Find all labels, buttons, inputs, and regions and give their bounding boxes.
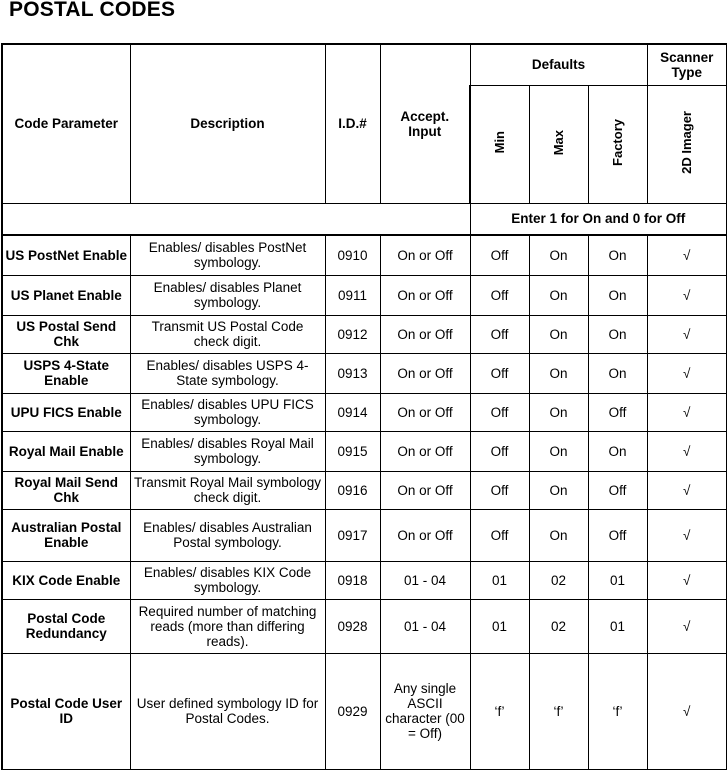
header-max-label: Max — [551, 129, 566, 156]
imager-check: √ — [647, 599, 727, 653]
default-factory: On — [588, 275, 647, 315]
description: Enables/ disables USPS 4-State symbology. — [130, 353, 325, 393]
imager-check: √ — [647, 315, 727, 353]
default-min: Off — [470, 275, 529, 315]
default-min: 01 — [470, 561, 529, 599]
default-min: Off — [470, 431, 529, 471]
code-parameter: Postal Code User ID — [2, 653, 130, 769]
default-min: 01 — [470, 599, 529, 653]
default-min: ‘f’ — [470, 653, 529, 769]
header-min-label: Min — [492, 131, 508, 154]
accept-input: On or Off — [380, 315, 470, 353]
table-row — [2, 431, 727, 471]
default-max: On — [529, 471, 588, 509]
accept-input: Any single ASCII character (00 = Off) — [380, 653, 470, 769]
imager-check: √ — [647, 471, 727, 509]
code-parameter: KIX Code Enable — [2, 561, 130, 599]
header-row — [2, 44, 727, 85]
id-number: 0917 — [325, 509, 380, 561]
header-defaults: Defaults — [470, 44, 647, 85]
code-parameter: US Planet Enable — [2, 275, 130, 315]
default-factory: On — [588, 315, 647, 353]
description: Enables/ disables KIX Code symbology. — [130, 561, 325, 599]
default-max: On — [529, 353, 588, 393]
default-min: Off — [470, 235, 529, 275]
default-factory: Off — [588, 509, 647, 561]
table-row — [2, 393, 727, 431]
imager-check: √ — [647, 235, 727, 275]
accept-input: 01 - 04 — [380, 561, 470, 599]
header-description: Description — [130, 44, 325, 203]
default-factory: 01 — [588, 599, 647, 653]
code-parameter: US Postal Send Chk — [2, 315, 130, 353]
header-factory — [588, 85, 647, 203]
header-imager — [647, 85, 727, 203]
default-min: Off — [470, 393, 529, 431]
description: Enables/ disables Planet symbology. — [130, 275, 325, 315]
default-factory: Off — [588, 471, 647, 509]
id-number: 0911 — [325, 275, 380, 315]
code-parameter: USPS 4-State Enable — [2, 353, 130, 393]
table-row — [2, 561, 727, 599]
table-row — [2, 235, 727, 275]
header-id: I.D.# — [325, 44, 380, 203]
imager-check: √ — [647, 431, 727, 471]
default-min: Off — [470, 353, 529, 393]
default-factory: On — [588, 235, 647, 275]
code-parameter: Postal Code Redundancy — [2, 599, 130, 653]
accept-input: On or Off — [380, 275, 470, 315]
description: User defined symbology ID for Postal Codes. — [130, 653, 325, 769]
default-max: On — [529, 393, 588, 431]
description: Enables/ disables UPU FICS symbology. — [130, 393, 325, 431]
table-body — [2, 235, 727, 769]
header-imager-label: 2D Imager — [679, 111, 695, 174]
default-max: On — [529, 235, 588, 275]
table-row — [2, 509, 727, 561]
id-number: 0928 — [325, 599, 380, 653]
default-max: On — [529, 275, 588, 315]
table-row — [2, 315, 727, 353]
id-number: 0918 — [325, 561, 380, 599]
default-max: 02 — [529, 561, 588, 599]
description: Enables/ disables Royal Mail symbology. — [130, 431, 325, 471]
accept-input: On or Off — [380, 431, 470, 471]
id-number: 0916 — [325, 471, 380, 509]
id-number: 0914 — [325, 393, 380, 431]
accept-input: On or Off — [380, 393, 470, 431]
id-number: 0915 — [325, 431, 380, 471]
code-parameter: Australian Postal Enable — [2, 509, 130, 561]
default-max: On — [529, 509, 588, 561]
imager-check: √ — [647, 561, 727, 599]
header-code-parameter: Code Parameter — [2, 44, 130, 203]
header-max — [529, 85, 588, 203]
accept-input: On or Off — [380, 235, 470, 275]
default-max: On — [529, 431, 588, 471]
table-row — [2, 599, 727, 653]
code-parameter: UPU FICS Enable — [2, 393, 130, 431]
default-min: Off — [470, 315, 529, 353]
default-min: Off — [470, 471, 529, 509]
postal-codes-table — [1, 43, 727, 770]
imager-check: √ — [647, 275, 727, 315]
id-number: 0913 — [325, 353, 380, 393]
description: Transmit US Postal Code check digit. — [130, 315, 325, 353]
default-min: Off — [470, 509, 529, 561]
on-off-note: Enter 1 for On and 0 for Off — [470, 203, 727, 235]
imager-check: √ — [647, 653, 727, 769]
table-row — [2, 353, 727, 393]
imager-check: √ — [647, 353, 727, 393]
accept-input: On or Off — [380, 509, 470, 561]
description: Transmit Royal Mail symbology check digit. — [130, 471, 325, 509]
table-row — [2, 471, 727, 509]
imager-check: √ — [647, 393, 727, 431]
header-accept-input: Accept. Input — [380, 44, 470, 203]
default-max: On — [529, 315, 588, 353]
default-factory: Off — [588, 393, 647, 431]
header-factory-label: Factory — [610, 119, 625, 166]
default-factory: On — [588, 431, 647, 471]
note-row — [2, 203, 727, 235]
table-row — [2, 653, 727, 769]
code-parameter: US PostNet Enable — [2, 235, 130, 275]
code-parameter: Royal Mail Enable — [2, 431, 130, 471]
default-factory: 01 — [588, 561, 647, 599]
table-row — [2, 275, 727, 315]
header-min — [470, 85, 529, 203]
description: Required number of matching reads (more than differing reads). — [130, 599, 325, 653]
page-title: POSTAL CODES — [9, 0, 176, 21]
id-number: 0912 — [325, 315, 380, 353]
accept-input: On or Off — [380, 471, 470, 509]
header-scanner-type: Scanner Type — [647, 44, 727, 85]
default-factory: ‘f’ — [588, 653, 647, 769]
default-factory: On — [588, 353, 647, 393]
code-parameter: Royal Mail Send Chk — [2, 471, 130, 509]
id-number: 0929 — [325, 653, 380, 769]
default-max: ‘f’ — [529, 653, 588, 769]
default-max: 02 — [529, 599, 588, 653]
id-number: 0910 — [325, 235, 380, 275]
accept-input: On or Off — [380, 353, 470, 393]
description: Enables/ disables PostNet symbology. — [130, 235, 325, 275]
description: Enables/ disables Australian Postal symbology. — [130, 509, 325, 561]
note-spacer — [2, 203, 470, 235]
accept-input: 01 - 04 — [380, 599, 470, 653]
imager-check: √ — [647, 509, 727, 561]
